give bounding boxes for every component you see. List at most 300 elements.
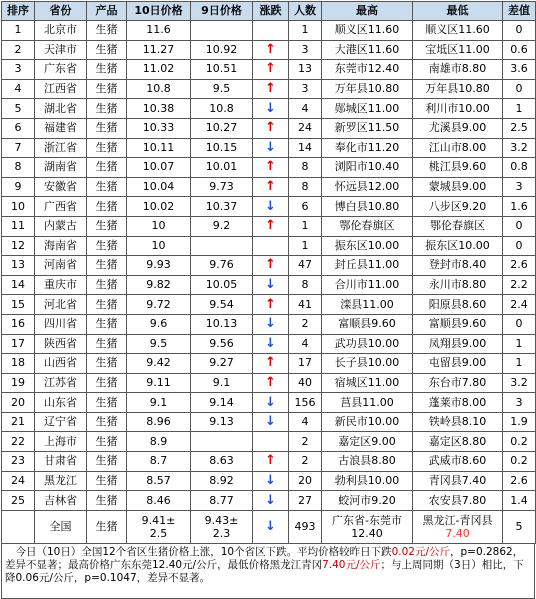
cell-product: 生猪 [87, 334, 127, 354]
arrow-up-icon: ↑ [265, 453, 276, 469]
cell-trend [253, 177, 289, 197]
cell-lowest: 东台市7.80 [413, 373, 503, 393]
cell-lowest: 农安县7.80 [413, 491, 503, 511]
cell-diff: 1 [503, 354, 536, 374]
cell-trend [253, 393, 289, 413]
cell-price-9: 8.92 [191, 471, 253, 491]
cell-lowest: 蓬莱市8.00 [413, 393, 503, 413]
arrow-down-icon: ↓ [265, 335, 276, 351]
cell-price-9: 10.51 [191, 60, 253, 80]
table-row [2, 40, 536, 60]
cell-count: 8 [289, 177, 322, 197]
cell-province: 河南省 [35, 256, 87, 276]
total-diff: 5 [503, 510, 536, 543]
summary-note [1, 544, 535, 599]
cell-province: 辽宁省 [35, 412, 87, 432]
header-rank: 排序 [2, 2, 35, 21]
cell-highest: 奉化市11.20 [322, 138, 413, 158]
table-row [2, 197, 536, 217]
arrow-up-icon: ↑ [265, 257, 276, 273]
cell-lowest: 屯留县9.00 [413, 354, 503, 374]
cell-trend [253, 236, 289, 256]
cell-lowest: 蒙城县9.00 [413, 177, 503, 197]
cell-highest: 新民市10.00 [322, 412, 413, 432]
cell-highest: 大港区11.60 [322, 40, 413, 60]
cell-rank: 25 [2, 491, 35, 511]
table-row [2, 373, 536, 393]
table-row [2, 452, 536, 472]
cell-price-10: 9.1 [127, 393, 191, 413]
cell-province: 湖南省 [35, 158, 87, 178]
cell-product: 生猪 [87, 118, 127, 138]
cell-price-9: 10.13 [191, 314, 253, 334]
cell-province: 山东省 [35, 393, 87, 413]
arrow-down-icon: ↓ [265, 394, 276, 410]
cell-province: 黑龙江 [35, 471, 87, 491]
cell-lowest: 南雄市8.80 [413, 60, 503, 80]
cell-price-10: 10 [127, 236, 191, 256]
cell-product: 生猪 [87, 216, 127, 236]
arrow-up-icon: ↑ [265, 120, 276, 136]
total-price-10 [127, 510, 191, 543]
cell-count: 1 [289, 21, 322, 41]
cell-highest: 勃利县10.00 [322, 471, 413, 491]
cell-count: 8 [289, 275, 322, 295]
cell-highest: 莒县11.00 [322, 393, 413, 413]
arrow-up-icon: ↑ [265, 41, 276, 57]
cell-product: 生猪 [87, 314, 127, 334]
header-province: 省份 [35, 2, 87, 21]
cell-province: 广东省 [35, 60, 87, 80]
cell-count: 47 [289, 256, 322, 276]
cell-rank: 6 [2, 118, 35, 138]
cell-highest: 顺义区11.60 [322, 21, 413, 41]
table-row [2, 295, 536, 315]
cell-diff: 3.2 [503, 373, 536, 393]
table-row [2, 432, 536, 452]
cell-price-9: 10.27 [191, 118, 253, 138]
cell-trend [253, 373, 289, 393]
note-highlight-1: 0.02元/公斤 [391, 545, 451, 558]
cell-province: 江苏省 [35, 373, 87, 393]
header-lowest: 最低 [413, 2, 503, 21]
cell-trend [253, 21, 289, 41]
cell-lowest: 阳原县8.60 [413, 295, 503, 315]
cell-count: 2 [289, 314, 322, 334]
cell-trend [253, 60, 289, 80]
cell-price-10: 9.82 [127, 275, 191, 295]
cell-diff: 2.6 [503, 256, 536, 276]
cell-price-9 [191, 432, 253, 452]
cell-diff: 0 [503, 314, 536, 334]
cell-price-9: 10.05 [191, 275, 253, 295]
table-row [2, 158, 536, 178]
cell-count: 2 [289, 452, 322, 472]
cell-count: 8 [289, 158, 322, 178]
cell-price-10: 10.38 [127, 99, 191, 119]
cell-highest: 博白县10.80 [322, 197, 413, 217]
cell-diff: 3 [503, 393, 536, 413]
cell-count: 4 [289, 334, 322, 354]
cell-trend [253, 197, 289, 217]
cell-diff: 3.2 [503, 138, 536, 158]
table-row [2, 275, 536, 295]
cell-rank: 9 [2, 177, 35, 197]
total-highest-line2: 12.40 [351, 526, 383, 540]
cell-price-9: 10.01 [191, 158, 253, 178]
cell-price-10: 9.93 [127, 256, 191, 276]
cell-rank: 2 [2, 40, 35, 60]
cell-rank: 18 [2, 354, 35, 374]
cell-price-9: 10.15 [191, 138, 253, 158]
cell-price-9: 9.76 [191, 256, 253, 276]
cell-product: 生猪 [87, 177, 127, 197]
cell-diff: 0.2 [503, 452, 536, 472]
total-lowest [413, 510, 503, 543]
total-price-10-line2: 2.5 [149, 526, 168, 540]
cell-product: 生猪 [87, 354, 127, 374]
cell-diff: 2.6 [503, 471, 536, 491]
table-row [2, 314, 536, 334]
cell-highest: 东莞市12.40 [322, 60, 413, 80]
cell-product: 生猪 [87, 373, 127, 393]
cell-rank: 13 [2, 256, 35, 276]
table-row [2, 412, 536, 432]
arrow-down-icon: ↓ [265, 277, 276, 293]
cell-lowest: 宝坻区11.00 [413, 40, 503, 60]
cell-count: 40 [289, 373, 322, 393]
cell-product: 生猪 [87, 432, 127, 452]
cell-product: 生猪 [87, 236, 127, 256]
cell-lowest: 顺义区11.60 [413, 21, 503, 41]
cell-province: 陕西省 [35, 334, 87, 354]
total-rank-cell [2, 510, 35, 543]
cell-trend [253, 138, 289, 158]
total-price-9-line1: 9.43± [204, 513, 239, 527]
cell-highest: 富顺县9.60 [322, 314, 413, 334]
arrow-up-icon: ↑ [265, 374, 276, 390]
total-province: 全国 [35, 510, 87, 543]
cell-product: 生猪 [87, 295, 127, 315]
pig-price-table [1, 1, 536, 544]
cell-price-9: 9.13 [191, 412, 253, 432]
cell-highest: 振东区10.00 [322, 236, 413, 256]
cell-product: 生猪 [87, 138, 127, 158]
cell-price-9: 9.14 [191, 393, 253, 413]
cell-count: 14 [289, 138, 322, 158]
cell-rank: 15 [2, 295, 35, 315]
cell-count: 3 [289, 79, 322, 99]
arrow-up-icon: ↑ [265, 159, 276, 175]
cell-product: 生猪 [87, 452, 127, 472]
total-lowest-line1: 黑龙江-青冈县 [422, 513, 493, 527]
header-product: 产品 [87, 2, 127, 21]
cell-count: 3 [289, 40, 322, 60]
cell-rank: 24 [2, 471, 35, 491]
cell-highest: 古浪县8.80 [322, 452, 413, 472]
cell-province: 河北省 [35, 295, 87, 315]
cell-diff: 0.2 [503, 432, 536, 452]
cell-diff: 3.6 [503, 60, 536, 80]
cell-product: 生猪 [87, 60, 127, 80]
cell-price-9: 9.2 [191, 216, 253, 236]
cell-product: 生猪 [87, 158, 127, 178]
cell-count: 27 [289, 491, 322, 511]
price-table-container [1, 1, 536, 599]
cell-price-9: 9.27 [191, 354, 253, 374]
arrow-down-icon: ↓ [265, 198, 276, 214]
cell-province: 江西省 [35, 79, 87, 99]
cell-lowest: 尤溪县9.00 [413, 118, 503, 138]
cell-diff: 0 [503, 236, 536, 256]
cell-diff: 0 [503, 79, 536, 99]
cell-trend [253, 118, 289, 138]
cell-price-9: 9.5 [191, 79, 253, 99]
cell-diff: 2.2 [503, 275, 536, 295]
cell-count: 24 [289, 118, 322, 138]
cell-rank: 12 [2, 236, 35, 256]
cell-diff: 0.6 [503, 40, 536, 60]
cell-product: 生猪 [87, 99, 127, 119]
cell-price-9: 10.8 [191, 99, 253, 119]
cell-rank: 17 [2, 334, 35, 354]
total-row [2, 510, 536, 543]
total-product: 生猪 [87, 510, 127, 543]
table-row [2, 21, 536, 41]
cell-highest: 蛟河市9.20 [322, 491, 413, 511]
cell-lowest: 嘉定区8.80 [413, 432, 503, 452]
cell-product: 生猪 [87, 412, 127, 432]
table-row [2, 177, 536, 197]
table-row [2, 236, 536, 256]
cell-lowest: 振东区10.00 [413, 236, 503, 256]
cell-lowest: 武威市8.60 [413, 452, 503, 472]
cell-trend [253, 40, 289, 60]
cell-highest: 郧城区11.00 [322, 99, 413, 119]
cell-price-10: 10.02 [127, 197, 191, 217]
cell-product: 生猪 [87, 197, 127, 217]
cell-price-10: 11.27 [127, 40, 191, 60]
cell-lowest: 鄂伦春旗区 [413, 216, 503, 236]
cell-diff: 3 [503, 177, 536, 197]
cell-highest: 长子县10.00 [322, 354, 413, 374]
arrow-up-icon: ↑ [265, 296, 276, 312]
cell-rank: 3 [2, 60, 35, 80]
cell-diff: 0.8 [503, 158, 536, 178]
cell-highest: 宿城区11.00 [322, 373, 413, 393]
cell-highest: 怀远县12.00 [322, 177, 413, 197]
arrow-down-icon: ↓ [265, 518, 276, 534]
cell-price-10: 9.6 [127, 314, 191, 334]
cell-rank: 21 [2, 412, 35, 432]
cell-price-10: 10.11 [127, 138, 191, 158]
cell-province: 湖北省 [35, 99, 87, 119]
cell-highest: 武功县10.00 [322, 334, 413, 354]
cell-rank: 14 [2, 275, 35, 295]
cell-price-10: 8.7 [127, 452, 191, 472]
cell-count: 4 [289, 412, 322, 432]
cell-trend [253, 158, 289, 178]
cell-count: 20 [289, 471, 322, 491]
note-part1: 今日（10日）全国12个省区生猪价格上涨，10个省区下跌。平均价格较昨日下跌 [5, 545, 392, 558]
cell-price-10: 10 [127, 216, 191, 236]
cell-price-10: 10.04 [127, 177, 191, 197]
table-row [2, 491, 536, 511]
cell-province: 上海市 [35, 432, 87, 452]
cell-trend [253, 79, 289, 99]
cell-trend [253, 216, 289, 236]
cell-product: 生猪 [87, 491, 127, 511]
cell-province: 安徽省 [35, 177, 87, 197]
cell-diff: 1 [503, 99, 536, 119]
header-price-10: 10日价格 [127, 2, 191, 21]
cell-rank: 1 [2, 21, 35, 41]
cell-rank: 22 [2, 432, 35, 452]
cell-price-10: 10.07 [127, 158, 191, 178]
table-row [2, 354, 536, 374]
cell-price-10: 9.11 [127, 373, 191, 393]
arrow-down-icon: ↓ [265, 139, 276, 155]
cell-price-10: 11.02 [127, 60, 191, 80]
cell-highest: 鄂伦春旗区 [322, 216, 413, 236]
cell-province: 浙江省 [35, 138, 87, 158]
cell-trend [253, 471, 289, 491]
cell-price-10: 10.8 [127, 79, 191, 99]
cell-lowest: 富顺县9.60 [413, 314, 503, 334]
cell-rank: 7 [2, 138, 35, 158]
cell-count: 1 [289, 216, 322, 236]
cell-province: 海南省 [35, 236, 87, 256]
total-highest-line1: 广东省-东莞市 [332, 513, 402, 527]
cell-trend [253, 275, 289, 295]
cell-province: 内蒙古 [35, 216, 87, 236]
cell-product: 生猪 [87, 275, 127, 295]
cell-price-9: 10.37 [191, 197, 253, 217]
table-body [2, 21, 536, 511]
total-lowest-line2: 7.40 [445, 526, 470, 540]
cell-lowest: 青冈县7.40 [413, 471, 503, 491]
table-row [2, 60, 536, 80]
cell-product: 生猪 [87, 21, 127, 41]
cell-price-9: 9.1 [191, 373, 253, 393]
cell-highest: 封丘县11.00 [322, 256, 413, 276]
cell-price-10: 9.72 [127, 295, 191, 315]
arrow-up-icon: ↑ [265, 218, 276, 234]
cell-rank: 11 [2, 216, 35, 236]
arrow-down-icon: ↓ [265, 414, 276, 430]
cell-highest: 新罗区11.50 [322, 118, 413, 138]
table-header-row [2, 2, 536, 21]
cell-province: 四川省 [35, 314, 87, 334]
cell-count: 2 [289, 432, 322, 452]
cell-trend [253, 432, 289, 452]
cell-price-9: 10.92 [191, 40, 253, 60]
cell-lowest: 桃江县9.60 [413, 158, 503, 178]
table-row [2, 216, 536, 236]
cell-price-9 [191, 21, 253, 41]
cell-trend [253, 256, 289, 276]
arrow-down-icon: ↓ [265, 492, 276, 508]
cell-price-9: 8.77 [191, 491, 253, 511]
cell-lowest: 利川市10.00 [413, 99, 503, 119]
cell-lowest: 八步区9.20 [413, 197, 503, 217]
note-part2: ，p=0.2862，差异不显著；最高价格广东东莞12.40元/公斤，最低价格黑龙江青冈 [5, 545, 524, 571]
total-trend [253, 510, 289, 543]
cell-price-9: 8.63 [191, 452, 253, 472]
header-trend: 涨跌 [253, 2, 289, 21]
arrow-up-icon: ↑ [265, 179, 276, 195]
cell-count: 156 [289, 393, 322, 413]
cell-price-10: 11.6 [127, 21, 191, 41]
cell-rank: 8 [2, 158, 35, 178]
cell-rank: 5 [2, 99, 35, 119]
note-highlight-2: 7.40元/公斤 [322, 558, 381, 571]
cell-count: 13 [289, 60, 322, 80]
cell-price-9: 9.54 [191, 295, 253, 315]
total-price-9 [191, 510, 253, 543]
table-row [2, 138, 536, 158]
cell-province: 重庆市 [35, 275, 87, 295]
cell-diff: 2.4 [503, 295, 536, 315]
cell-province: 山西省 [35, 354, 87, 374]
cell-rank: 19 [2, 373, 35, 393]
cell-trend [253, 412, 289, 432]
cell-price-10: 10.33 [127, 118, 191, 138]
cell-rank: 10 [2, 197, 35, 217]
cell-count: 6 [289, 197, 322, 217]
cell-price-10: 8.57 [127, 471, 191, 491]
cell-count: 41 [289, 295, 322, 315]
header-highest: 最高 [322, 2, 413, 21]
cell-rank: 23 [2, 452, 35, 472]
cell-rank: 16 [2, 314, 35, 334]
cell-province: 广西省 [35, 197, 87, 217]
cell-province: 甘肃省 [35, 452, 87, 472]
cell-trend [253, 491, 289, 511]
cell-price-10: 9.5 [127, 334, 191, 354]
header-price-9: 9日价格 [191, 2, 253, 21]
note-part3: ；与上周同期（3日）相比，下降0.06元/公斤，p=0.1047，差异不显著。 [5, 558, 524, 584]
cell-trend [253, 354, 289, 374]
cell-rank: 20 [2, 393, 35, 413]
table-row [2, 118, 536, 138]
total-price-10-line1: 9.41± [141, 513, 176, 527]
cell-count: 17 [289, 354, 322, 374]
cell-price-9 [191, 236, 253, 256]
arrow-down-icon: ↓ [265, 316, 276, 332]
arrow-up-icon: ↑ [265, 61, 276, 77]
cell-price-9: 9.73 [191, 177, 253, 197]
table-row [2, 471, 536, 491]
arrow-up-icon: ↑ [265, 355, 276, 371]
cell-diff: 0 [503, 216, 536, 236]
table-row [2, 79, 536, 99]
cell-highest: 滦县11.00 [322, 295, 413, 315]
cell-highest: 浏阳市10.40 [322, 158, 413, 178]
cell-trend [253, 452, 289, 472]
cell-product: 生猪 [87, 256, 127, 276]
header-diff: 差值 [503, 2, 536, 21]
cell-rank: 4 [2, 79, 35, 99]
cell-product: 生猪 [87, 40, 127, 60]
total-price-9-line2: 2.3 [212, 526, 231, 540]
cell-highest: 合川市11.00 [322, 275, 413, 295]
cell-price-10: 8.46 [127, 491, 191, 511]
cell-product: 生猪 [87, 79, 127, 99]
cell-price-9: 9.56 [191, 334, 253, 354]
cell-price-10: 8.96 [127, 412, 191, 432]
cell-price-10: 8.9 [127, 432, 191, 452]
